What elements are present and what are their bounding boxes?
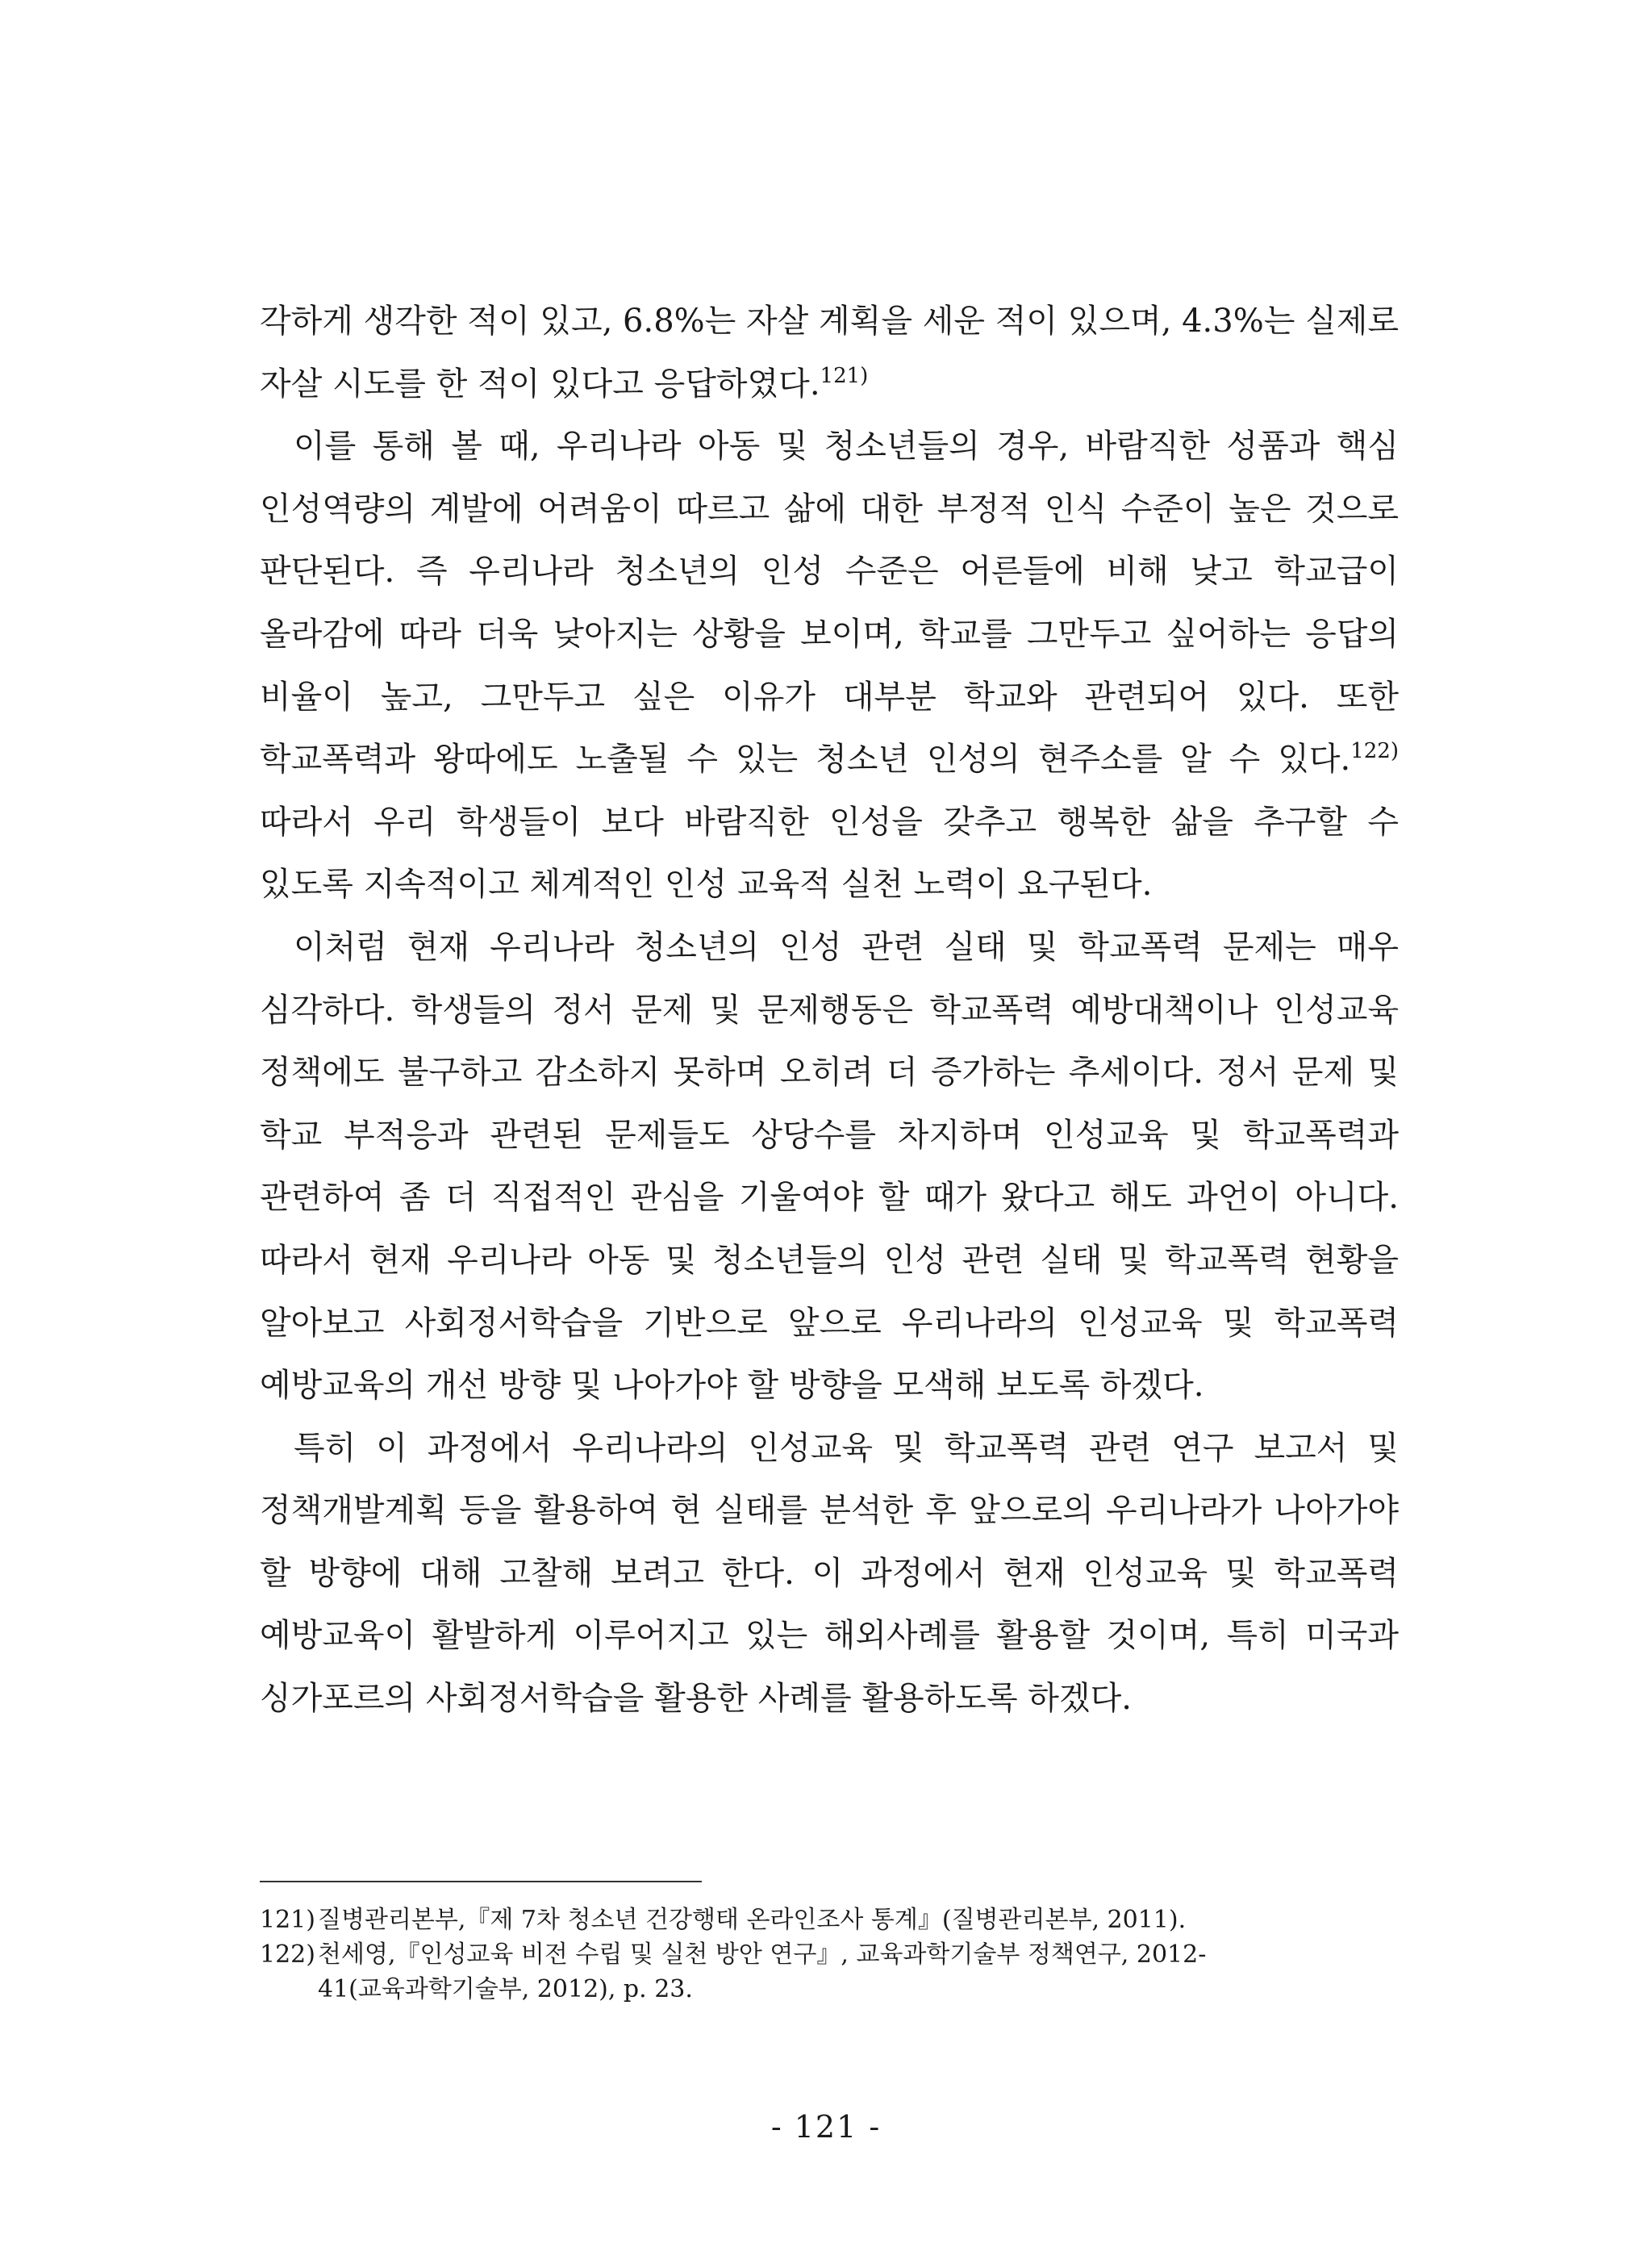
paragraph-2-text-after: 따라서 우리 학생들이 보다 바람직한 인성을 갖추고 행복한 삶을 추구할 수 있도록 지속적이고 체계적인 인성 교육적 실천 노력이 요구된다. — [260, 803, 1399, 904]
paragraph-1 — [260, 290, 1399, 416]
footnote-number: 121) — [260, 1906, 315, 1934]
footnote-number: 122) — [260, 1940, 315, 1969]
footnote-121 — [260, 1903, 1399, 1937]
paragraph-2-text: 이를 통해 볼 때, 우리나라 아동 및 청소년들의 경우, 바람직한 성품과 핵심 인성역량의 계발에 어려움이 따르고 삶에 대한 부정적 인식 수준이 높은 것으로 판단된다. 즉 우리나라 청소년의 인성 수준은 어른들에 비해 낮고 학교급이 올라감에 따라 더욱 낮아지는 상황을 보이며, 학교를 그만두고 싶어하는 응답의 비율이 높고, 그만두고 싶은 이유가 대부분 학교와 관련되어 있다. 또한 학교폭력과 왕따에도 노출될 수 있는 청소년 인성의 현주소를 알 수 있다. — [260, 428, 1399, 779]
paragraph-4 — [260, 1418, 1399, 1731]
footnotes — [260, 1903, 1399, 2007]
page-number: - 121 - — [770, 2109, 882, 2145]
paragraph-4-text: 특히 이 과정에서 우리나라의 인성교육 및 학교폭력 관련 연구 보고서 및 정책개발계획 등을 활용하여 현 실태를 분석한 후 앞으로의 우리나라가 나아가야 할 방향에 대해 고찰해 보려고 한다. 이 과정에서 현재 인성교육 및 학교폭력 예방교육이 활발하게 이루어지고 있는 해외사례를 활용할 것이며, 특히 미국과 싱가포르의 사회정서학습을 활용한 사례를 활용하도록 하겠다. — [260, 1429, 1399, 1718]
footnote-122 — [260, 1937, 1399, 2007]
paragraph-2 — [260, 416, 1399, 917]
footnote-ref-122[interactable]: 122) — [1350, 739, 1399, 764]
footnote-ref-121[interactable]: 121) — [820, 363, 869, 388]
paragraph-3 — [260, 917, 1399, 1418]
footnote-text: 질병관리본부,『제 7차 청소년 건강행태 온라인조사 통계』(질병관리본부, 2011). — [318, 1906, 1187, 1934]
paragraph-3-text: 이처럼 현재 우리나라 청소년의 인성 관련 실태 및 학교폭력 문제는 매우 심각하다. 학생들의 정서 문제 및 문제행동은 학교폭력 예방대책이나 인성교육 정책에도 불구하고 감소하지 못하며 오히려 더 증가하는 추세이다. 정서 문제 및 학교 부적응과 관련된 문제들도 상당수를 차지하며 인성교육 및 학교폭력과 관련하여 좀 더 직접적인 관심을 기울여야 할 때가 왔다고 해도 과언이 아니다. 따라서 현재 우리나라 아동 및 청소년들의 인성 관련 실태 및 학교폭력 현황을 알아보고 사회정서학습을 기반으로 앞으로 우리나라의 인성교육 및 학교폭력 예방교육의 개선 방향 및 나아가야 할 방향을 모색해 보도록 하겠다. — [260, 928, 1399, 1405]
body-text — [260, 290, 1399, 1731]
footnote-text: 천세영,『인성교육 비전 수립 및 실천 방안 연구』, 교육과학기술부 정책연구, 2012-41(교육과학기술부, 2012), p. 23. — [318, 1940, 1207, 2003]
footnote-divider — [260, 1881, 702, 1882]
paragraph-1-text: 각하게 생각한 적이 있고, 6.8%는 자살 계획을 세운 적이 있으며, 4.3%는 실제로 자살 시도를 한 적이 있다고 응답하였다. — [260, 303, 1399, 403]
